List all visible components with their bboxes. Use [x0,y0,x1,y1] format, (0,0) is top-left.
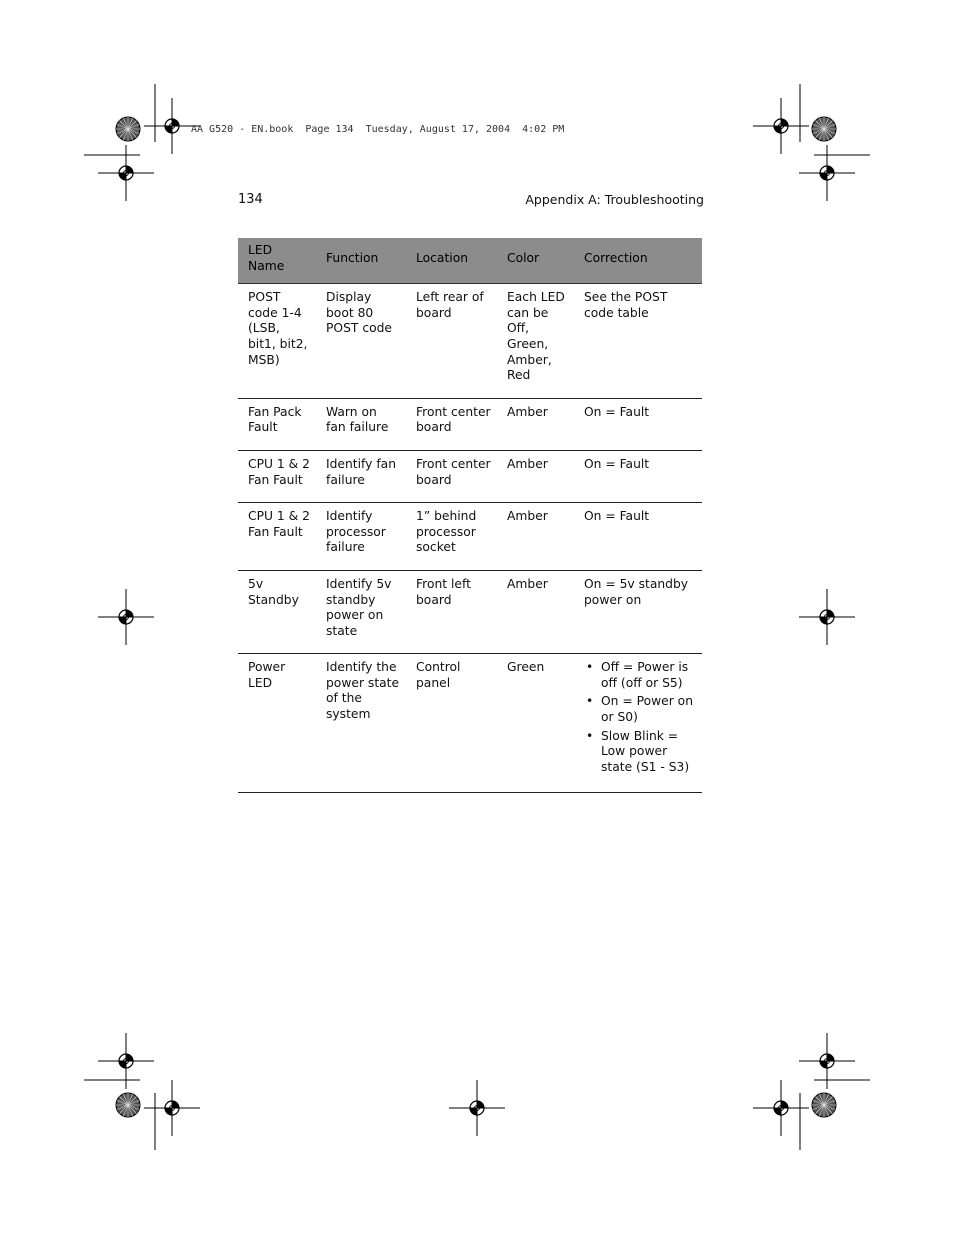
cell-color: Amber [497,570,574,653]
cell-led-name: POST code 1-4 (LSB, bit1, bit2, MSB) [238,284,316,399]
page-number: 134 [238,192,263,207]
cell-correction: On = Fault [574,398,702,450]
cell-led-name: CPU 1 & 2 Fan Fault [238,503,316,571]
print-slug: AA G520 - EN.book Page 134 Tuesday, August 17, 2004 4:02 PM [191,124,565,135]
col-header-color: Color [497,238,574,284]
cell-color: Green [497,654,574,793]
cell-function: Display boot 80 POST code [316,284,406,399]
cell-correction: See the POST code table [574,284,702,399]
table-row [238,450,702,502]
cell-location: Left rear of board [406,284,497,399]
cell-color: Each LED can be Off, Green, Amber, Red [497,284,574,399]
cell-correction: On = Fault [574,503,702,571]
led-table [238,238,702,793]
table-row [238,654,702,793]
table-row [238,503,702,571]
cell-location: Front center board [406,398,497,450]
col-header-location: Location [406,238,497,284]
cell-led-name: Power LED [238,654,316,793]
cell-color: Amber [497,398,574,450]
cell-correction [574,654,702,793]
cell-location: 1” behind processor socket [406,503,497,571]
col-header-correction: Correction [574,238,702,284]
cell-color: Amber [497,503,574,571]
cell-led-name: Fan Pack Fault [238,398,316,450]
cell-correction: On = 5v standby power on [574,570,702,653]
table-row [238,284,702,399]
table-header-row [238,238,702,284]
cell-location: Control panel [406,654,497,793]
table-row [238,570,702,653]
col-header-led-name: LED Name [238,238,316,284]
list-item: • Slow Blink = Low power state (S1 - S3) [584,729,696,776]
cell-function: Identify fan failure [316,450,406,502]
cell-location: Front left board [406,570,497,653]
cell-function: Identify 5v standby power on state [316,570,406,653]
cell-correction: On = Fault [574,450,702,502]
correction-list [584,660,696,775]
list-item: • Off = Power is off (off or S5) [584,660,696,691]
cell-led-name: 5v Standby [238,570,316,653]
cell-led-name: CPU 1 & 2 Fan Fault [238,450,316,502]
crop-lines-top [84,84,870,155]
cell-color: Amber [497,450,574,502]
cell-function: Identify the power state of the system [316,654,406,793]
col-header-function: Function [316,238,406,284]
cell-location: Front center board [406,450,497,502]
running-head: Appendix A: Troubleshooting [525,192,704,207]
table-row [238,398,702,450]
cell-function: Warn on fan failure [316,398,406,450]
list-item: • On = Power on or S0) [584,694,696,725]
cell-function: Identify processor failure [316,503,406,571]
